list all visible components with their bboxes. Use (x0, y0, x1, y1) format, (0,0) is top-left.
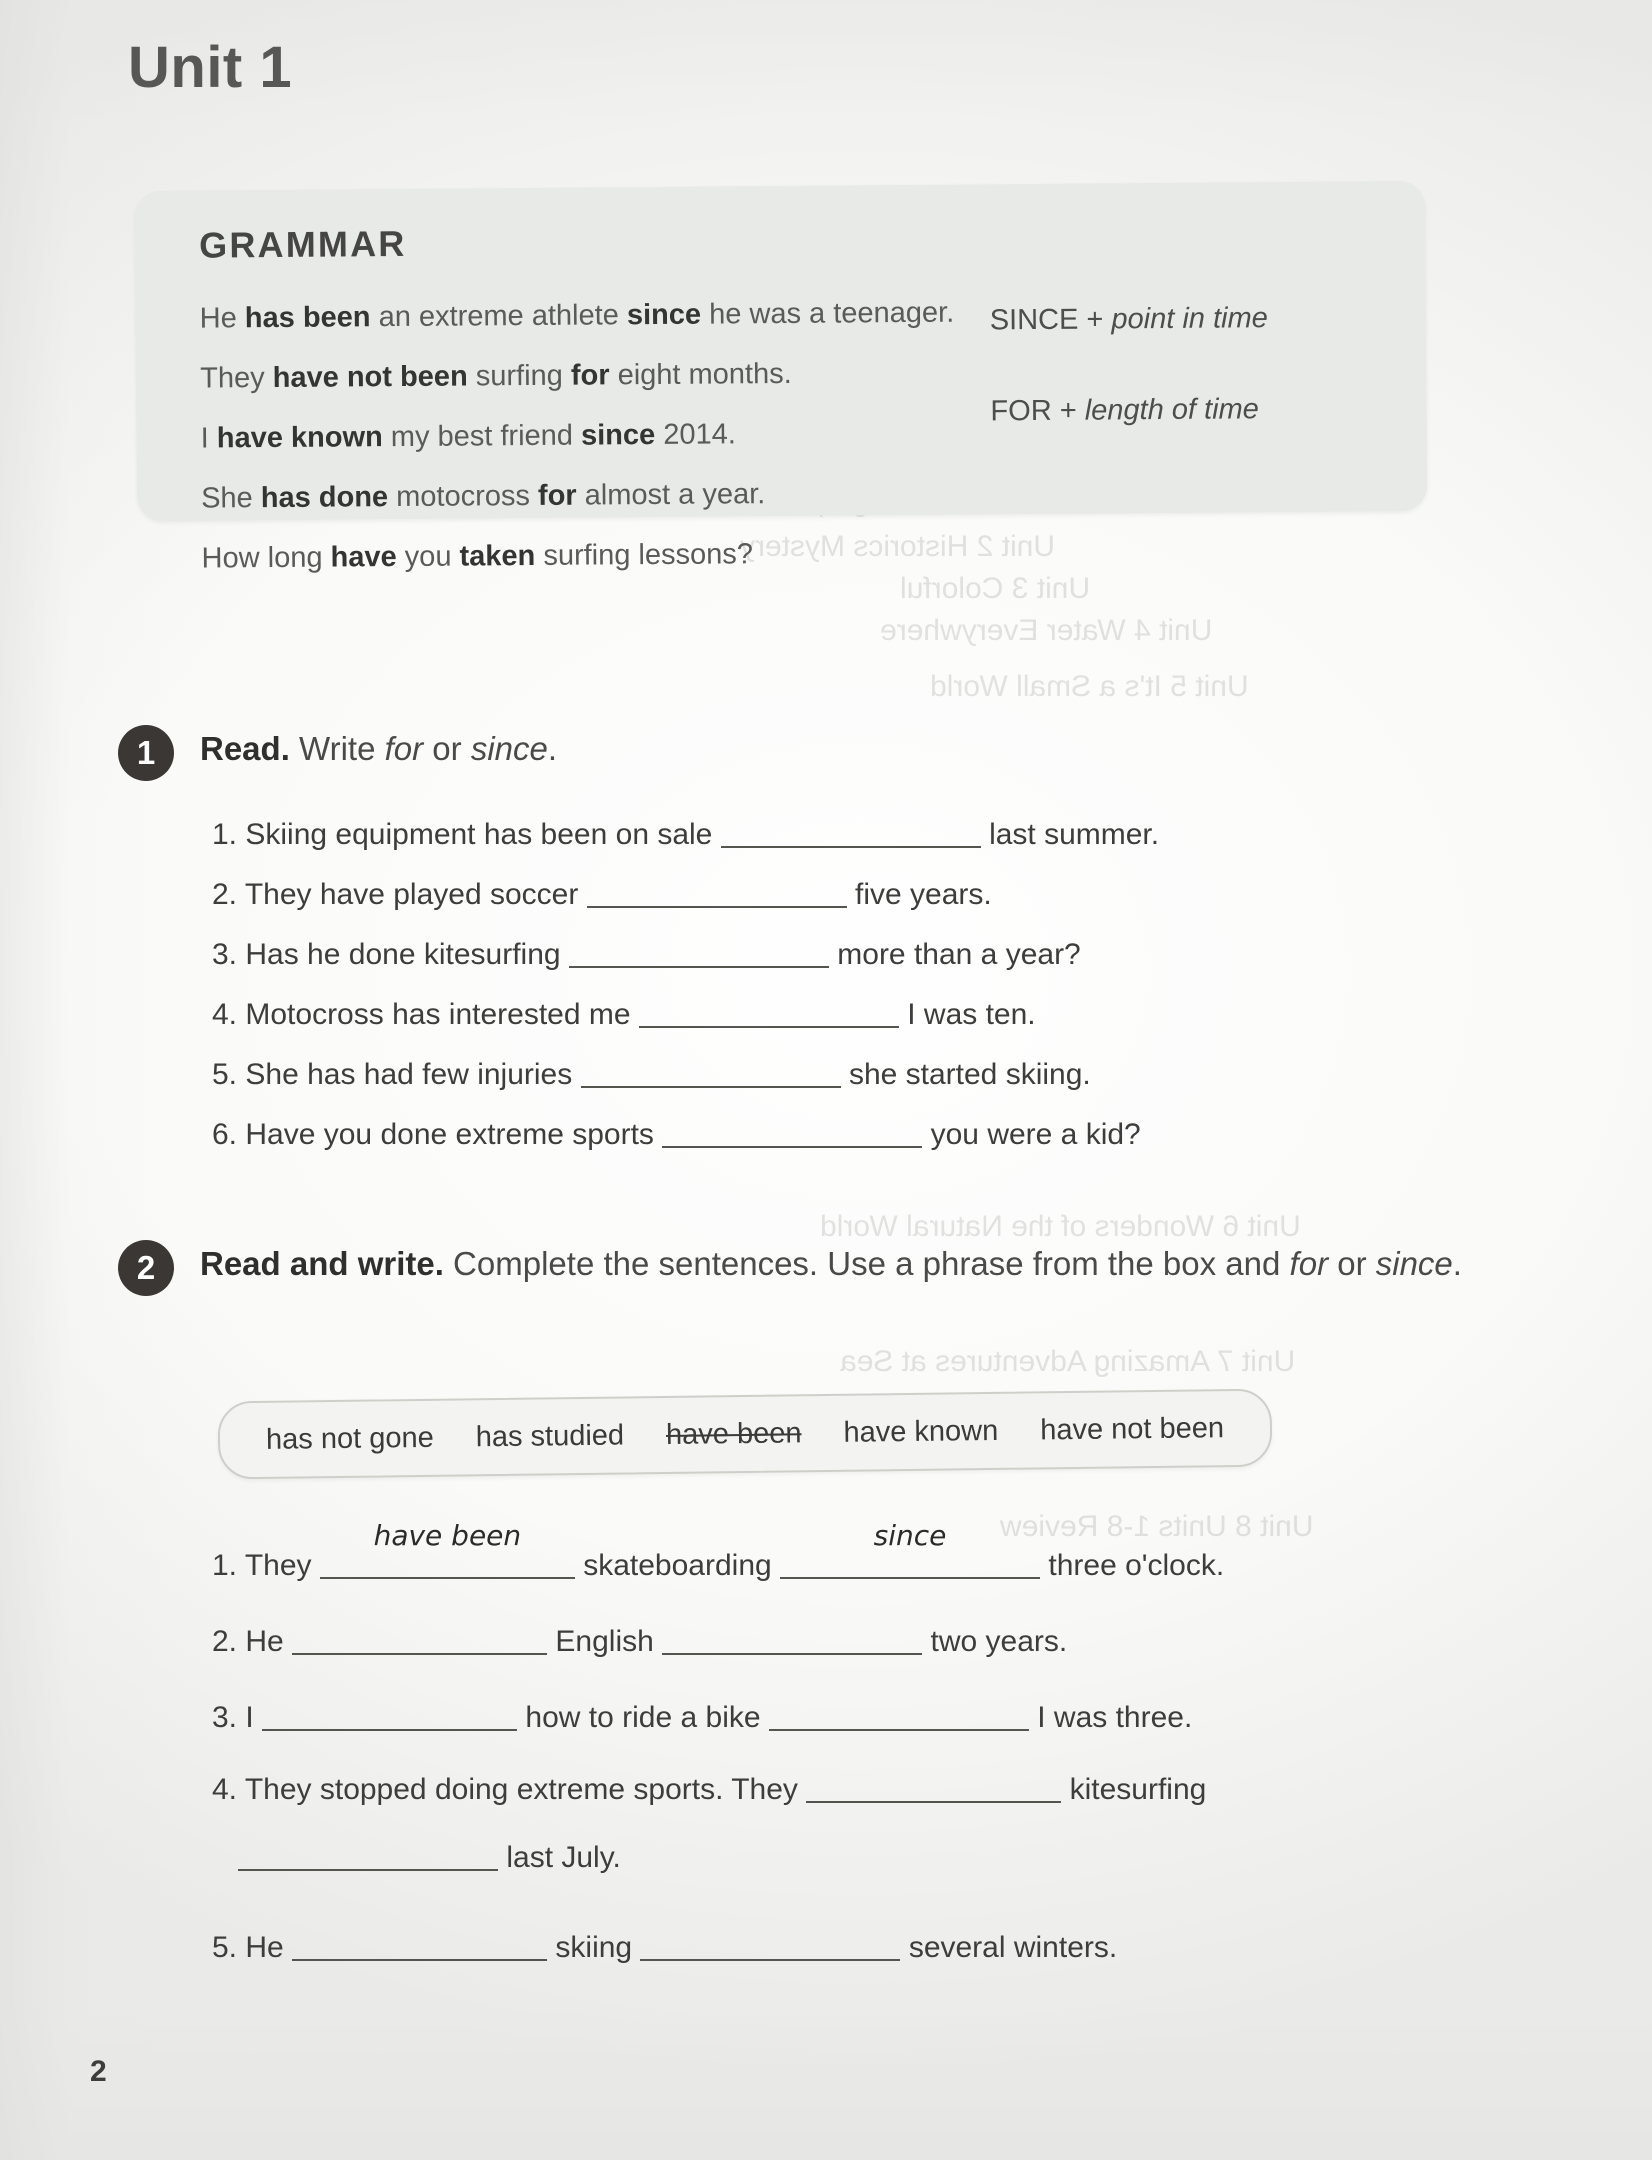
answer-blank[interactable] (587, 876, 847, 908)
item-text-2: skiing (555, 1931, 633, 1964)
exercise-1-title: Read. (200, 730, 290, 767)
note-for (990, 392, 1370, 428)
text-italic: since (1375, 1245, 1453, 1282)
answer-blank[interactable] (662, 1623, 922, 1655)
note-plus: + (1078, 303, 1112, 336)
note-since (990, 301, 1370, 337)
item-number: 3. (212, 938, 238, 971)
answer-blank[interactable] (262, 1699, 517, 1731)
answer-blank[interactable] (292, 1623, 547, 1655)
item-text-3: last July. (506, 1841, 621, 1874)
answer-blank[interactable] (292, 1929, 547, 1961)
text: almost a year. (576, 478, 766, 512)
item-text-after: last summer. (989, 818, 1160, 851)
item-text-after: I was ten. (907, 998, 1036, 1031)
text-bold: taken (459, 539, 536, 573)
item-text-2: English (555, 1625, 654, 1658)
text-bold: for (570, 359, 610, 392)
item-text-3: I was three. (1037, 1701, 1193, 1734)
item-text-after: five years. (855, 878, 992, 911)
word-bank-item[interactable]: have known (843, 1414, 999, 1449)
note-phrase: length of time (1084, 393, 1259, 427)
word-bank-item[interactable]: have not been (1040, 1411, 1225, 1446)
text: She (201, 482, 261, 515)
text: he was a teenager. (700, 296, 955, 331)
exercise-2-number: 2 (118, 1240, 174, 1296)
answer-text: since (873, 1519, 947, 1552)
text-bold: have not been (272, 360, 468, 394)
list-item (212, 805, 1159, 865)
bleed-line: Unit 2 Historics Mystery (740, 530, 1056, 563)
word-bank-item[interactable]: has not gone (265, 1421, 434, 1456)
bleed-line: Unit 4 Water Everywhere (880, 614, 1213, 647)
item-text-after: she started skiing. (848, 1058, 1091, 1091)
text: motocross (387, 479, 539, 514)
answer-blank[interactable] (780, 1519, 1040, 1579)
text: How long (201, 541, 331, 575)
text: an extreme athlete (370, 299, 628, 334)
bleed-line: Unit 3 Colorful (900, 572, 1091, 605)
list-item (212, 1680, 1442, 1756)
answer-blank[interactable] (238, 1839, 498, 1871)
item-text-3: several winters. (908, 1931, 1118, 1964)
item-number: 4. (212, 998, 238, 1031)
item-text-1: He (245, 1625, 284, 1658)
item-text-2: how to ride a bike (525, 1701, 761, 1734)
item-text-before: Motocross has interested me (245, 998, 631, 1031)
text-bold: for (537, 479, 577, 512)
bleed-line: Unit 6 Wonders of the Natural World (820, 1210, 1301, 1243)
exercise-2-title: Read and write. (200, 1245, 444, 1282)
item-text-before: Have you done extreme sports (245, 1118, 654, 1151)
list-item (212, 1910, 1442, 1986)
note-keyword: SINCE (989, 303, 1079, 337)
bleed-line: Unit 5 It's a Small World (930, 670, 1249, 703)
text: my best friend (382, 419, 582, 454)
item-text-2: kitesurfing (1069, 1773, 1207, 1806)
item-text-before: They have played soccer (244, 878, 579, 911)
item-text-1: I (245, 1701, 254, 1734)
item-text-1: He (245, 1931, 284, 1964)
note-phrase: point in time (1111, 302, 1268, 336)
item-text-3: three o'clock. (1048, 1549, 1225, 1582)
bleed-line: Unit 7 Amazing Adventures at Sea (840, 1345, 1296, 1378)
note-keyword: FOR (990, 394, 1052, 428)
grammar-notes (990, 301, 1371, 428)
text-bold: have (330, 541, 397, 574)
text-bold: has done (260, 481, 389, 515)
list-item (212, 1604, 1442, 1680)
item-number: 5. (212, 1931, 238, 1964)
grammar-example (200, 404, 1080, 467)
list-item (212, 985, 1159, 1045)
answer-blank[interactable] (320, 1519, 575, 1579)
answer-blank[interactable] (662, 1116, 922, 1148)
exercise-2-instruction (200, 1238, 1490, 1290)
text: . (547, 730, 558, 767)
text-italic: for (1289, 1245, 1329, 1282)
text: They (200, 361, 273, 395)
item-text-before: She has had few injuries (245, 1058, 573, 1091)
text: Write (289, 730, 385, 767)
item-number: 2. (212, 1625, 238, 1658)
grammar-example (201, 464, 1081, 527)
exercise-1-number: 1 (118, 725, 174, 781)
exercise-1-instruction (200, 723, 1490, 775)
item-number: 4. (212, 1773, 238, 1806)
item-number: 1. (212, 818, 238, 851)
text: surfing (467, 359, 572, 393)
item-text-1: They stopped doing extreme sports. They (244, 1773, 798, 1806)
grammar-heading: GRAMMAR (198, 222, 407, 266)
text: Complete the sentences. Use a phrase from the box and (443, 1245, 1290, 1282)
answer-text: have been (373, 1519, 522, 1552)
answer-blank[interactable] (769, 1699, 1029, 1731)
word-bank-item-used[interactable]: have been (665, 1416, 802, 1451)
text: you (396, 540, 460, 574)
item-number: 5. (212, 1058, 238, 1091)
item-text-before: Has he done kitesurfing (245, 938, 561, 971)
answer-blank[interactable] (721, 816, 981, 848)
answer-blank[interactable] (569, 936, 829, 968)
text-italic: since (470, 730, 548, 767)
text: I (200, 422, 217, 455)
text: 2014. (655, 418, 736, 451)
item-number: 1. (212, 1549, 238, 1582)
list-item (212, 1105, 1159, 1165)
grammar-example (200, 284, 1080, 347)
list-item (212, 925, 1159, 985)
list-item (212, 865, 1159, 925)
answer-blank[interactable] (581, 1056, 841, 1088)
list-item (212, 1045, 1159, 1105)
grammar-example (201, 524, 1081, 587)
text-bold: since (580, 418, 656, 452)
note-plus: + (1051, 394, 1085, 427)
text-bold: has been (244, 301, 371, 335)
item-number: 6. (212, 1118, 238, 1151)
answer-blank[interactable] (806, 1771, 1061, 1803)
item-number: 2. (212, 878, 238, 911)
bleed-line: Unit 8 Units 1-8 Review (1000, 1510, 1314, 1543)
text-italic: for (384, 730, 424, 767)
item-text-after: you were a kid? (930, 1118, 1141, 1151)
item-text-after: more than a year? (837, 938, 1081, 971)
item-number: 3. (212, 1701, 238, 1734)
text: He (199, 302, 245, 335)
item-text-3: two years. (930, 1625, 1068, 1658)
exercise-1-items (212, 805, 1159, 1165)
word-bank-item[interactable]: has studied (475, 1418, 625, 1453)
text: eight months. (609, 357, 792, 392)
item-text-2: skateboarding (583, 1549, 772, 1582)
word-bank (218, 1389, 1273, 1480)
grammar-examples (200, 284, 1082, 591)
text: . (1452, 1245, 1462, 1282)
text: surfing lessons? (535, 538, 754, 572)
answer-blank[interactable] (640, 1929, 900, 1961)
list-item (212, 1756, 1442, 1892)
text-bold: since (626, 298, 702, 332)
text: or (1328, 1245, 1376, 1282)
item-text-before: Skiing equipment has been on sale (245, 818, 713, 851)
answer-blank[interactable] (639, 996, 899, 1028)
text: or (423, 730, 471, 767)
item-text-1: They (244, 1549, 312, 1582)
page-number: 2 (90, 2055, 107, 2088)
text-bold: have known (216, 421, 383, 455)
page-title: Unit 1 (128, 35, 293, 100)
grammar-example (200, 344, 1080, 407)
